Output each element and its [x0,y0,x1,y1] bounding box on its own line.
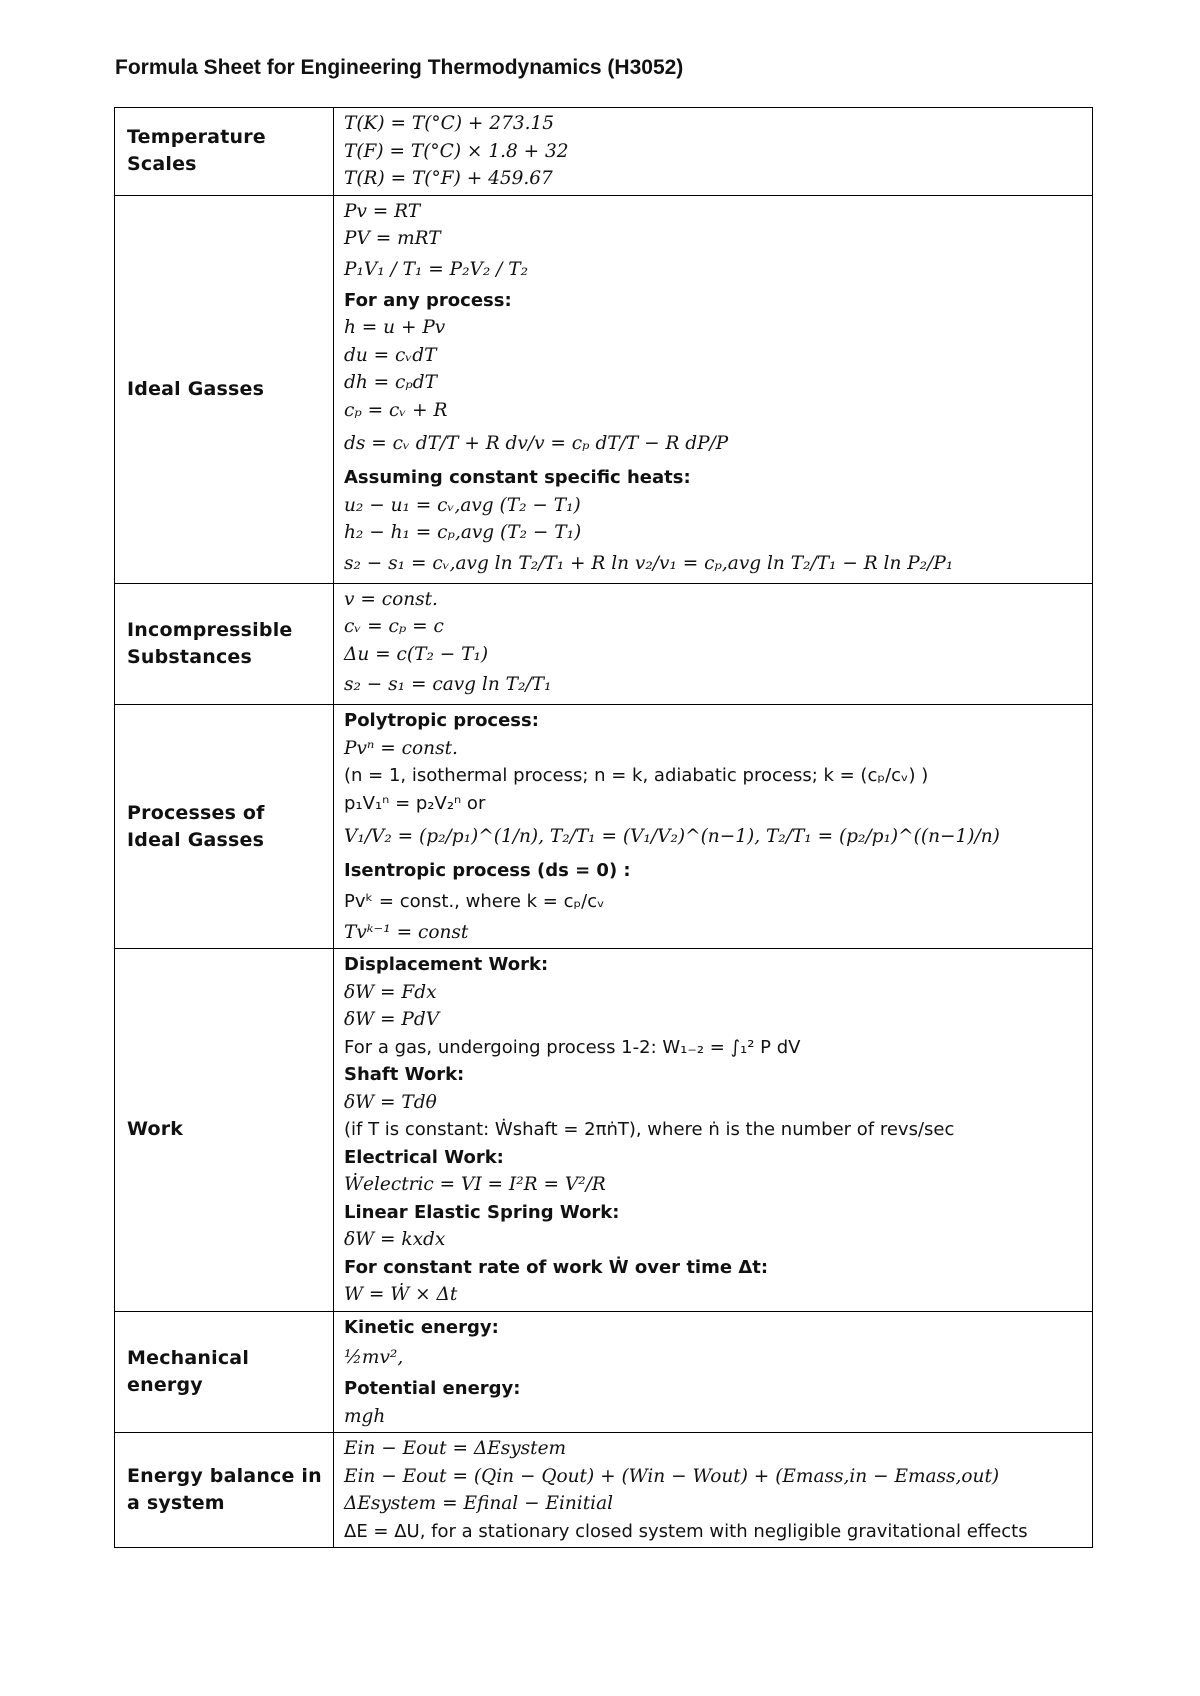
formula-heading: Shaft Work: [344,1064,465,1085]
formula-line: V₁/V₂ = (p₂/p₁)^(1/n), T₂/T₁ = (V₁/V₂)^(n−1), T₂/T₁ = (p₂/p₁)^((n−1)/n) [344,826,1000,847]
formula-heading: Polytropic process: [344,710,539,731]
formula-line: Pv = RT [344,200,421,222]
formula-line: Ein − Eout = ΔEsystem [344,1438,567,1459]
formula-heading: Assuming constant specific heats: [344,467,691,488]
formula-table [114,107,1093,1548]
formula-line: Pvⁿ = const. [344,737,458,759]
formula-line: cₚ = cᵥ + R [344,399,448,421]
section-formulas [334,949,1093,1312]
formula-line: For a gas, undergoing process 1-2: W₁₋₂ = ∫₁² P dV [344,1036,801,1058]
section-label: Work [115,949,334,1312]
formula-heading: Displacement Work: [344,954,549,975]
formula-line: Ẇelectric = VI = I²R = V²/R [344,1174,606,1195]
section-label: Mechanical energy [115,1311,334,1433]
page-title: Formula Sheet for Engineering Thermodynamics (H3052) [115,56,684,79]
section-label: Processes of Ideal Gasses [115,705,334,949]
formula-line: s₂ − s₁ = cavg ln T₂/T₁ [344,674,552,695]
formula-line: h = u + Pv [344,317,446,338]
section-label: Energy balance in a system [115,1433,334,1548]
formula-line: ds = cᵥ dT/T + R dv/v = cₚ dT/T − R dP/P [344,433,729,454]
formula-line: W = Ẇ × Δt [344,1284,458,1305]
formula-heading: Electrical Work: [344,1146,504,1168]
section-formulas [334,108,1093,196]
formula-line: (n = 1, isothermal process; n = k, adiabatic process; k = (cₚ/cᵥ) ) [344,765,929,786]
section-row [115,1433,1093,1548]
formula-heading: For any process: [344,289,512,311]
formula-line: dh = cₚdT [344,372,437,393]
formula-heading: Linear Elastic Spring Work: [344,1201,620,1223]
section-formulas [334,195,1093,583]
formula-line: T(R) = T(°F) + 459.67 [344,168,553,189]
formula-line: Tvᵏ⁻¹ = const [344,921,469,943]
section-formulas [334,583,1093,705]
formula-heading: Kinetic energy: [344,1316,499,1338]
section-row [115,583,1093,705]
formula-line: δW = kxdx [344,1229,446,1250]
formula-line: ½mv², [344,1347,404,1368]
section-label: Incompressible Substances [115,583,334,705]
formula-line: mgh [344,1405,386,1427]
formula-line: s₂ − s₁ = cᵥ,avg ln T₂/T₁ + R ln v₂/v₁ = cₚ,avg ln T₂/T₁ − R ln P₂/P₁ [344,552,954,574]
section-row [115,1311,1093,1433]
section-row [115,195,1093,583]
formula-line: cᵥ = cₚ = c [344,616,444,637]
formula-line: δW = Fdx [344,981,437,1003]
formula-line: δW = Tdθ [344,1091,437,1113]
formula-line: du = cᵥdT [344,344,437,366]
formula-line: ΔEsystem = Efinal − Einitial [344,1493,614,1514]
formula-line: h₂ − h₁ = cₚ,avg (T₂ − T₁) [344,522,582,543]
section-row [115,108,1093,196]
formula-line: T(F) = T(°C) × 1.8 + 32 [344,140,569,162]
formula-line: PV = mRT [344,228,441,249]
section-row [115,705,1093,949]
formula-line: Pvᵏ = const., where k = cₚ/cᵥ [344,890,605,912]
formula-line: p₁V₁ⁿ = p₂V₂ⁿ or [344,792,486,814]
formula-line: Ein − Eout = (Qin − Qout) + (Win − Wout) + (Emass,in − Emass,out) [344,1465,1000,1487]
section-formulas [334,705,1093,949]
section-label: Ideal Gasses [115,195,334,583]
formula-heading: Potential energy: [344,1378,521,1399]
formula-heading: For constant rate of work Ẇ over time Δt: [344,1256,769,1278]
formula-line: ΔE = ΔU, for a stationary closed system with negligible gravitational effects [344,1520,1028,1542]
formula-line: δW = PdV [344,1009,440,1030]
section-formulas [334,1433,1093,1548]
formula-line: v = const. [344,588,438,610]
section-formulas [334,1311,1093,1433]
formula-line: u₂ − u₁ = cᵥ,avg (T₂ − T₁) [344,494,581,516]
section-row [115,949,1093,1312]
formula-line: T(K) = T(°C) + 273.15 [344,113,555,134]
formula-heading: Isentropic process (ds = 0) : [344,860,631,881]
formula-line: (if T is constant: Ẇshaft = 2πṅT), where ṅ is the number of revs/sec [344,1119,955,1140]
section-label: Temperature Scales [115,108,334,196]
formula-line: P₁V₁ / T₁ = P₂V₂ / T₂ [344,258,529,280]
formula-line: Δu = c(T₂ − T₁) [344,643,489,665]
